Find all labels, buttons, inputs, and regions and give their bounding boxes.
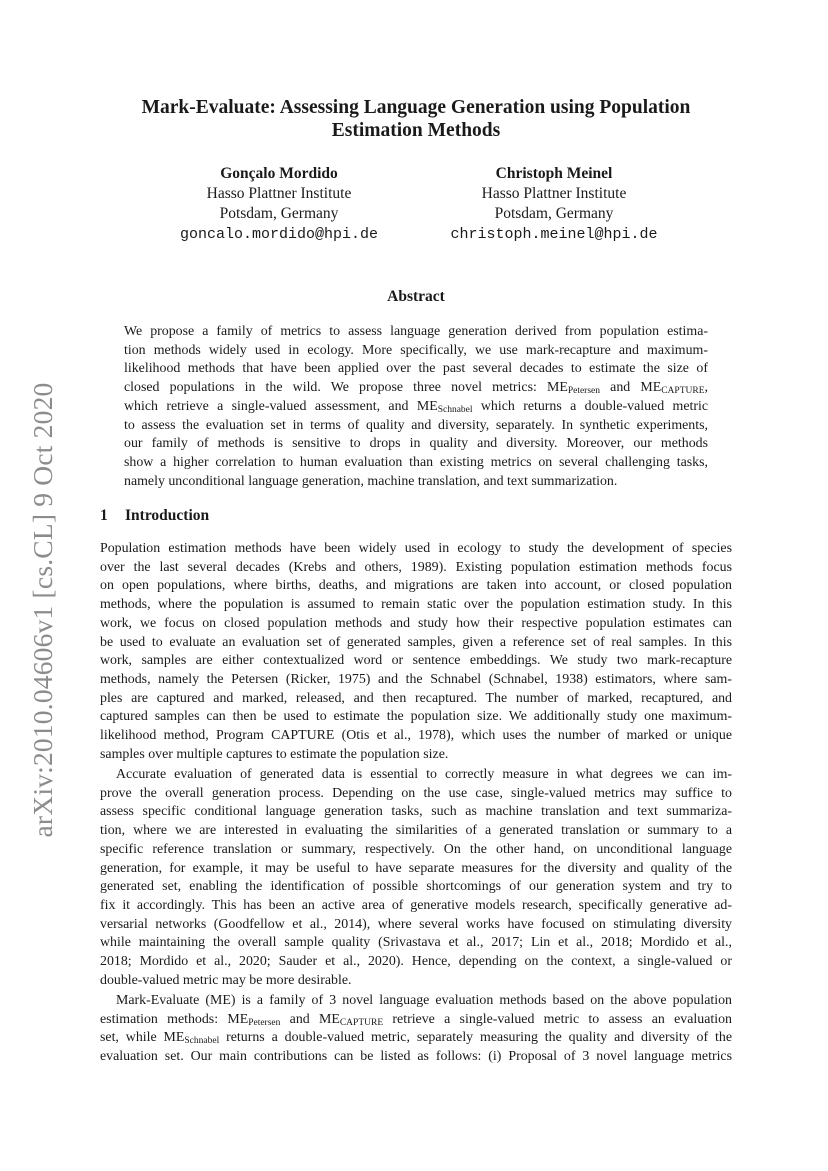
paragraph-line: over the last several decades (Krebs and others, 1989). Existing population estimation methods focus (100, 559, 732, 575)
paragraph-line: specific reference translation or summary, respectively. On the other hand, on unconditional language (100, 841, 732, 857)
abstract-text (124, 323, 708, 491)
paragraph-line: double-valued metric may be more desirable. (100, 972, 352, 988)
title-line-1: Mark-Evaluate: Assessing Language Generation using Population (141, 97, 691, 118)
paragraph-line: Population estimation methods have been widely used in ecology to study the development of species (100, 541, 732, 556)
paragraph-line: estimation methods: $ME_{Petersen}$ and $ME_{CAPTURE}$ retrieve a single-valued metric to assess an evaluation (100, 1011, 732, 1028)
intro-paragraph-2 (100, 766, 732, 990)
arxiv-id: arXiv:2010.04606v1 [cs.CL] 9 Oct 2020 (27, 382, 58, 838)
intro-paragraph-3 (100, 992, 732, 1067)
paragraph-line: work, we focus on closed population methods and study how their respective population estimates can (100, 615, 732, 631)
author-name: Gonçalo Mordido (220, 165, 338, 182)
author-email[interactable]: goncalo.mordido@hpi.de (179, 226, 379, 243)
paragraph-line: tion, where we are interested in evaluating the similarities of a generated translation or summary to a (100, 823, 732, 839)
author-name: Christoph Meinel (495, 165, 613, 182)
paragraph-line: assess specific conditional language generation tasks, such as machine translation and text summariza- (100, 804, 732, 820)
author-block-2 (424, 164, 684, 245)
paragraph-line: versarial networks (Goodfellow et al., 2014), where several works have focused on stimulating diversity (100, 916, 732, 932)
section-number: 1 (100, 507, 108, 524)
paragraph-line: generation, for example, it may be useful to have separate measures for the diversity and quality of the (100, 860, 732, 876)
paragraph-line: set, while $ME_{Schnabel}$ returns a double-valued metric, separately measuring the quality and diversity of the (100, 1030, 732, 1047)
paragraph-line: be used to evaluate an evaluation set of generated samples, given a reference set of real samples. In this (100, 634, 732, 650)
paragraph-line: while maintaining the overall sample quality (Srivastava et al., 2017; Lin et al., 2018; Mordido et al., (100, 935, 732, 951)
paragraph-line: ples are captured and marked, released, and then recaptured. The number of marked, recaptured, and (100, 690, 732, 706)
author-affiliation: Hasso Plattner Institute (206, 185, 352, 202)
paragraph-line: on open populations, where births, deaths, and migrations are taken into account, or closed population (100, 578, 732, 594)
paragraph-line: fix it accordingly. This has been an active area of generative models research, specifically generative ad- (100, 897, 732, 913)
paragraph-line: 2018; Mordido et al., 2020; Sauder et al., 2020). Hence, depending on the context, a single-valued or (100, 954, 732, 970)
abstract-line: We propose a family of metrics to assess language generation derived from population estima- (124, 324, 708, 339)
abstract-line: our family of methods is sensitive to drops in quality and diversity. Moreover, our methods (124, 436, 708, 452)
intro-paragraph-1 (100, 540, 732, 764)
paragraph-line: generated set, enabling the identification of possible shortcomings of our generation system and try to (100, 879, 732, 895)
paragraph-line: methods, namely the Petersen (Ricker, 1975) and the Schnabel (Schnabel, 1938) estimators, where sam- (100, 671, 732, 687)
paragraph-line: work, samples are either contextualized word or sentence embeddings. We study two mark-recapture (100, 653, 732, 669)
paragraph-line: Accurate evaluation of generated data is essential to correctly measure in what degrees we can im- (116, 767, 732, 782)
abstract-line: to assess the evaluation set in terms of quality and diversity, separately. In synthetic experiments, (124, 417, 708, 433)
section-title: Introduction (125, 507, 210, 524)
author-email[interactable]: christoph.meinel@hpi.de (450, 226, 658, 243)
abstract-line: closed populations in the wild. We propose three novel metrics: $ME_{Petersen}$ and $ME_{CAPTURE}$, (124, 380, 708, 397)
paragraph-line: methods, where the population is assumed to remain static over the population estimation study. In this (100, 597, 732, 613)
author-location: Potsdam, Germany (219, 205, 339, 222)
abstract-line: show a higher correlation to human evaluation than existing metrics on several challenging tasks, (124, 454, 708, 470)
author-location: Potsdam, Germany (494, 205, 614, 222)
abstract-heading: Abstract (387, 288, 445, 305)
paragraph-line: evaluation set. Our main contributions can be listed as follows: (i) Proposal of 3 novel language metrics (100, 1049, 732, 1065)
section-heading-introduction (100, 507, 209, 525)
arxiv-sidebar-stamp (28, 370, 58, 850)
title-line-2: Estimation Methods (331, 120, 501, 141)
paragraph-line: samples over multiple captures to estimate the population size. (100, 746, 449, 762)
abstract-line: tion methods widely used in ecology. More specifically, we use mark-recapture and maximum- (124, 342, 708, 358)
paragraph-line: captured samples can then be used to estimate the population size. We additionally study one maximum- (100, 709, 732, 725)
abstract-line: which retrieve a single-valued assessment, and $ME_{Schnabel}$ which returns a double-valued metric (124, 398, 708, 415)
paragraph-line: likelihood method, Program CAPTURE (Otis et al., 1978), which uses the number of marked or unique (100, 728, 732, 744)
paragraph-line: prove the overall generation process. Depending on the use case, single-valued metrics may suffice to (100, 785, 732, 801)
paper-title (100, 96, 732, 142)
author-affiliation: Hasso Plattner Institute (481, 185, 627, 202)
paragraph-line: Mark-Evaluate (ME) is a family of 3 novel language evaluation methods based on the above population (116, 993, 732, 1008)
abstract-line: likelihood methods that have been applied over the past several decades to estimate the size of (124, 361, 708, 377)
author-block-1 (149, 164, 409, 245)
abstract-line: namely unconditional language generation, machine translation, and text summarization. (124, 473, 618, 489)
